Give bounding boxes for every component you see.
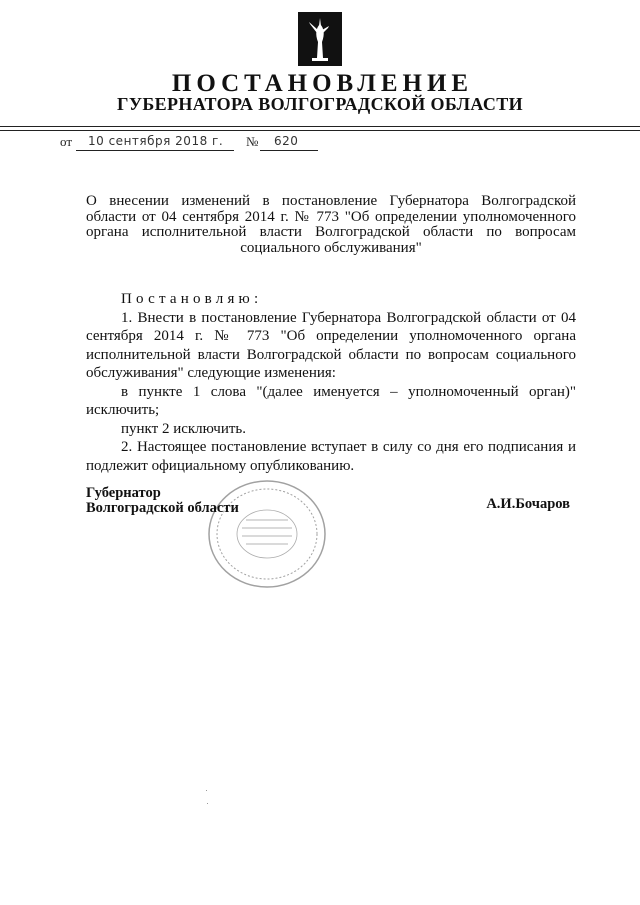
subject-line: О внесении изменений в постановление Губернатора Волгоградской — [86, 193, 576, 209]
date-label: от — [60, 134, 73, 149]
decree-subject — [86, 194, 576, 256]
number-label: № — [246, 134, 259, 149]
position-line: Волгоградской области — [86, 500, 239, 516]
decree-number: 620 — [274, 134, 299, 148]
item-1: 1. Внести в постановление Губернатора Волгоградской области от 04 сентября 2014 г. № 773 "Об определении уполномоченного органа исполнительной власти Волгоградской области по вопросам социального обслуживания" следующие изменения: — [86, 309, 576, 381]
subject-line: области от 04 сентября 2014 г. № 773 "Об определении уполномоченного — [86, 208, 576, 225]
decree-word: Постановляю: — [121, 291, 263, 307]
scan-speck — [206, 790, 207, 791]
subject-line: социального обслуживания" — [240, 239, 422, 256]
volgograd-coat-of-arms-icon — [298, 12, 342, 66]
header-rule — [0, 130, 640, 131]
document-title: ПОСТАНОВЛЕНИЕ — [171, 70, 474, 97]
date-underline — [76, 150, 234, 151]
subject-line: органа исполнительной власти Волгоградской области по вопросам — [86, 224, 576, 240]
item-2: 2. Настоящее постановление вступает в силу со дня его подписания и подлежит официальному опубликованию. — [86, 439, 576, 474]
document-subtitle: ГУБЕРНАТОРА ВОЛГОГРАДСКОЙ ОБЛАСТИ — [117, 94, 523, 114]
number-underline — [260, 150, 318, 151]
change-1: в пункте 1 слова "(далее именуется – уполномоченный орган)" исключить; — [86, 383, 576, 418]
decree-body — [86, 290, 576, 475]
position-line: Губернатор — [86, 485, 161, 501]
change-2: пункт 2 исключить. — [121, 420, 247, 437]
header-rule — [0, 126, 640, 127]
scan-speck — [207, 803, 208, 804]
signatory-position — [86, 486, 239, 516]
signatory-name: А.И.Бочаров — [486, 496, 570, 512]
decree-date: 10 сентября 2018 г. — [88, 134, 224, 148]
